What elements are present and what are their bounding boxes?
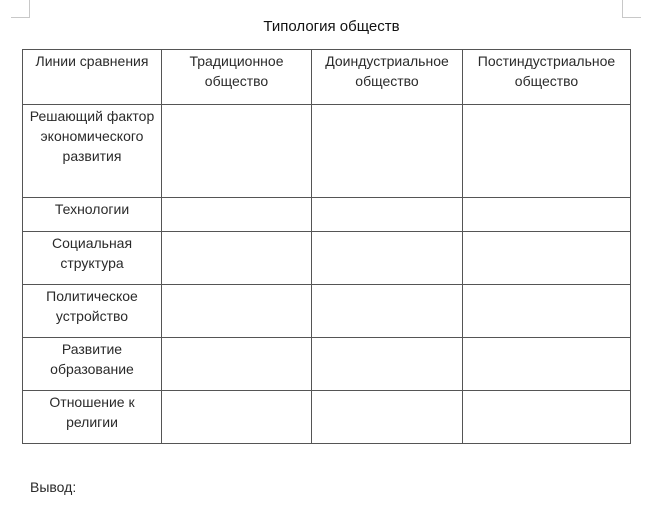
empty-cell [312, 232, 463, 285]
table-row [23, 338, 631, 391]
row-label-political-system: Политическое устройство [23, 285, 162, 338]
row-label-technologies: Технологии [23, 198, 162, 232]
row-label-economic-factor: Решающий фактор экономического развития [23, 105, 162, 198]
empty-cell [162, 232, 312, 285]
empty-cell [312, 338, 463, 391]
row-label-religion: Отношение к религии [23, 391, 162, 444]
empty-cell [312, 105, 463, 198]
row-label-education: Развитие образование [23, 338, 162, 391]
header-cell-comparison-lines: Линии сравнения [23, 50, 162, 105]
empty-cell [463, 285, 631, 338]
header-cell-postindustrial: Постиндустриальное общество [463, 50, 631, 105]
empty-cell [162, 338, 312, 391]
conclusion-label: Вывод: [30, 479, 77, 495]
page-corner-mark-right [622, 0, 641, 18]
empty-cell [463, 391, 631, 444]
empty-cell [312, 198, 463, 232]
table-row [23, 198, 631, 232]
empty-cell [463, 105, 631, 198]
typology-table [22, 49, 631, 444]
header-cell-preindustrial: Доиндустриальное общество [312, 50, 463, 105]
empty-cell [312, 391, 463, 444]
empty-cell [463, 338, 631, 391]
page-corner-mark-left [11, 0, 30, 18]
table-row [23, 232, 631, 285]
row-label-social-structure: Социальная структура [23, 232, 162, 285]
empty-cell [162, 285, 312, 338]
table-header-row [23, 50, 631, 105]
document-title: Типология обществ [263, 18, 400, 35]
empty-cell [162, 105, 312, 198]
table-row [23, 285, 631, 338]
table-row [23, 105, 631, 198]
empty-cell [162, 198, 312, 232]
header-cell-traditional: Традиционное общество [162, 50, 312, 105]
empty-cell [463, 198, 631, 232]
empty-cell [162, 391, 312, 444]
table-row [23, 391, 631, 444]
empty-cell [463, 232, 631, 285]
empty-cell [312, 285, 463, 338]
